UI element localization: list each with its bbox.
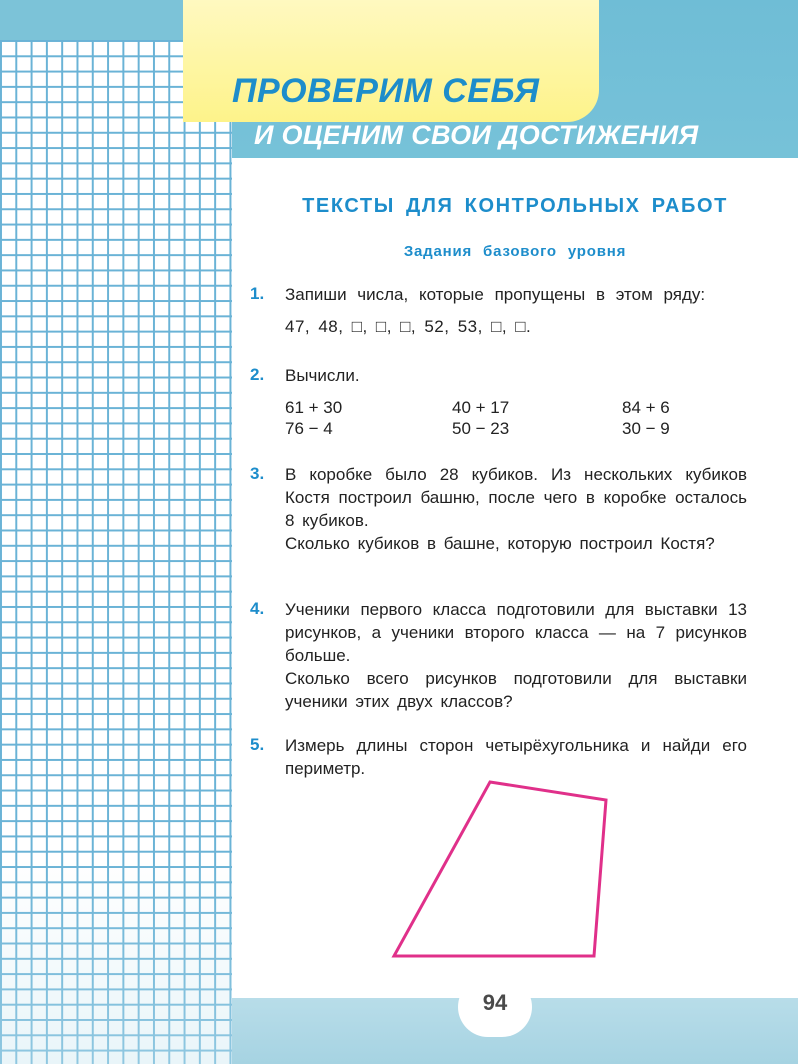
header-subtitle: И ОЦЕНИМ СВОИ ДОСТИЖЕНИЯ [254, 120, 699, 150]
task-question: Сколько всего рисунков подготовили для выставки ученики этих двух классов? [285, 669, 747, 711]
task-number: 2. [250, 365, 265, 384]
task-text: В коробке было 28 кубиков. Из нескольких кубиков Костя построил башню, после чего в коробке осталось 8 кубиков. [285, 465, 747, 530]
task-text: Ученики первого класса подготовили для выставки 13 рисунков, а ученики второго класса — на 7 рисунков больше. [285, 600, 747, 665]
task-number: 4. [250, 599, 265, 618]
task-number: 5. [250, 735, 265, 754]
task-text: Вычисли. [285, 366, 360, 385]
task-number: 1. [250, 284, 265, 303]
header-title: ПРОВЕРИМ СЕБЯ [232, 72, 540, 110]
task-text: Запиши числа, которые пропущены в этом ряду: [285, 285, 706, 304]
task-number: 3. [250, 464, 265, 483]
expression: 61 + 30 [285, 398, 343, 417]
quadrilateral-figure [232, 158, 798, 998]
subsection-title: Задания базового уровня [403, 243, 627, 260]
quadrilateral [394, 782, 606, 956]
section-title: ТЕКСТЫ ДЛЯ КОНТРОЛЬНЫХ РАБОТ [302, 195, 728, 217]
expression: 84 + 6 [622, 398, 670, 417]
expression: 50 − 23 [452, 419, 510, 438]
grid-fade [0, 40, 232, 1064]
number-sequence: 47, 48, □, □, □, 52, 53, □, □. [285, 317, 532, 336]
expression: 76 − 4 [285, 419, 333, 438]
expression: 40 + 17 [452, 398, 510, 417]
task-question: Сколько кубиков в башне, которую построил Костя? [285, 534, 715, 553]
page-number: 94 [482, 990, 508, 1015]
task-text: Измерь длины сторон четырёхугольника и найди его периметр. [285, 736, 747, 778]
expression: 30 − 9 [622, 419, 670, 438]
